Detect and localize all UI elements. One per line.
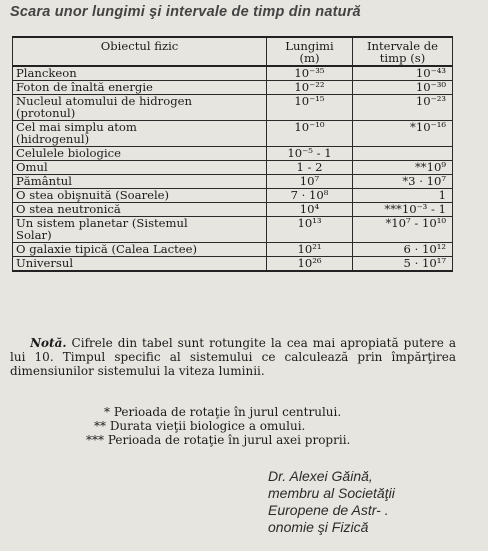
cell-object: Un sistem planetar (Sistemul Solar) bbox=[13, 217, 267, 243]
table-row bbox=[13, 161, 453, 175]
cell-length: 10⁻¹⁵ bbox=[267, 95, 353, 121]
cell-length: 10⁷ bbox=[267, 175, 353, 189]
header-object: Obiectul fizic bbox=[13, 37, 267, 66]
cell-object: Foton de înaltă energie bbox=[13, 81, 267, 95]
signature bbox=[268, 468, 478, 536]
cell-time bbox=[353, 147, 453, 161]
cell-time: ***10⁻³ - 1 bbox=[353, 203, 453, 217]
cell-time: 10⁻²³ bbox=[353, 95, 453, 121]
cell-object: O galaxie tipică (Calea Lactee) bbox=[13, 243, 267, 257]
note-label: Notă. bbox=[30, 336, 67, 350]
cell-length: 10²¹ bbox=[267, 243, 353, 257]
cell-time: 5 · 10¹⁷ bbox=[353, 257, 453, 272]
cell-time: 1 bbox=[353, 189, 453, 203]
note-text: Cifrele din tabel sunt rotungite la cea mai apropiată putere a lui 10. Timpul specific al sistemului ce calculează prin împărţirea dimensiunilor sistemului la viteza luminii. bbox=[10, 336, 456, 378]
footnote-1: * Perioada de rotaţie în jurul centrului. bbox=[104, 405, 342, 419]
table-header-row bbox=[13, 37, 453, 66]
cell-object: Nucleul atomului de hidrogen (protonul) bbox=[13, 95, 267, 121]
table-row bbox=[13, 257, 453, 272]
table-row bbox=[13, 147, 453, 161]
table-row bbox=[13, 189, 453, 203]
header-time: Intervale de timp (s) bbox=[353, 37, 453, 66]
cell-time: *10⁻¹⁶ bbox=[353, 121, 453, 147]
signature-line-2: membru al Societăţii bbox=[268, 485, 395, 501]
cell-object: O stea obişnuită (Soarele) bbox=[13, 189, 267, 203]
cell-object: Celulele biologice bbox=[13, 147, 267, 161]
cell-time: 10⁻³⁰ bbox=[353, 81, 453, 95]
table-row bbox=[13, 95, 453, 121]
cell-length: 10⁻²² bbox=[267, 81, 353, 95]
cell-length: 10¹³ bbox=[267, 217, 353, 243]
cell-time: 6 · 10¹² bbox=[353, 243, 453, 257]
cell-object: Universul bbox=[13, 257, 267, 272]
cell-object: Omul bbox=[13, 161, 267, 175]
cell-time: **10⁹ bbox=[353, 161, 453, 175]
signature-line-4: onomie şi Fizică bbox=[268, 519, 369, 535]
header-length: Lungimi (m) bbox=[267, 37, 353, 66]
table-row bbox=[13, 66, 453, 81]
cell-time: 10⁻⁴³ bbox=[353, 66, 453, 81]
cell-length: 10⁻¹⁰ bbox=[267, 121, 353, 147]
cell-object: Pământul bbox=[13, 175, 267, 189]
table-row bbox=[13, 203, 453, 217]
cell-time: *10⁷ - 10¹⁰ bbox=[353, 217, 453, 243]
cell-length: 7 · 10⁸ bbox=[267, 189, 353, 203]
cell-object: O stea neutronică bbox=[13, 203, 267, 217]
cell-length: 1 - 2 bbox=[267, 161, 353, 175]
cell-length: 10²⁶ bbox=[267, 257, 353, 272]
footnote-3: *** Perioada de rotaţie în jurul axei proprii. bbox=[86, 433, 351, 447]
table-body bbox=[13, 66, 453, 271]
table-row bbox=[13, 243, 453, 257]
page-title: Scara unor lungimi şi intervale de timp din natură bbox=[10, 4, 361, 20]
note-paragraph bbox=[10, 336, 456, 378]
table-row bbox=[13, 121, 453, 147]
table-row bbox=[13, 81, 453, 95]
cell-length: 10⁻⁵ - 1 bbox=[267, 147, 353, 161]
cell-length: 10⁻³⁵ bbox=[267, 66, 353, 81]
signature-line-3: Europene de Astr- . bbox=[268, 502, 389, 518]
cell-object: Cel mai simplu atom (hidrogenul) bbox=[13, 121, 267, 147]
cell-length: 10⁴ bbox=[267, 203, 353, 217]
cell-object: Planckeon bbox=[13, 66, 267, 81]
cell-time: *3 · 10⁷ bbox=[353, 175, 453, 189]
scales-table bbox=[12, 36, 453, 272]
table-row bbox=[13, 175, 453, 189]
table-row bbox=[13, 217, 453, 243]
signature-line-1: Dr. Alexei Găină, bbox=[268, 468, 373, 484]
footnote-2: ** Durata vieţii biologice a omului. bbox=[94, 419, 306, 433]
